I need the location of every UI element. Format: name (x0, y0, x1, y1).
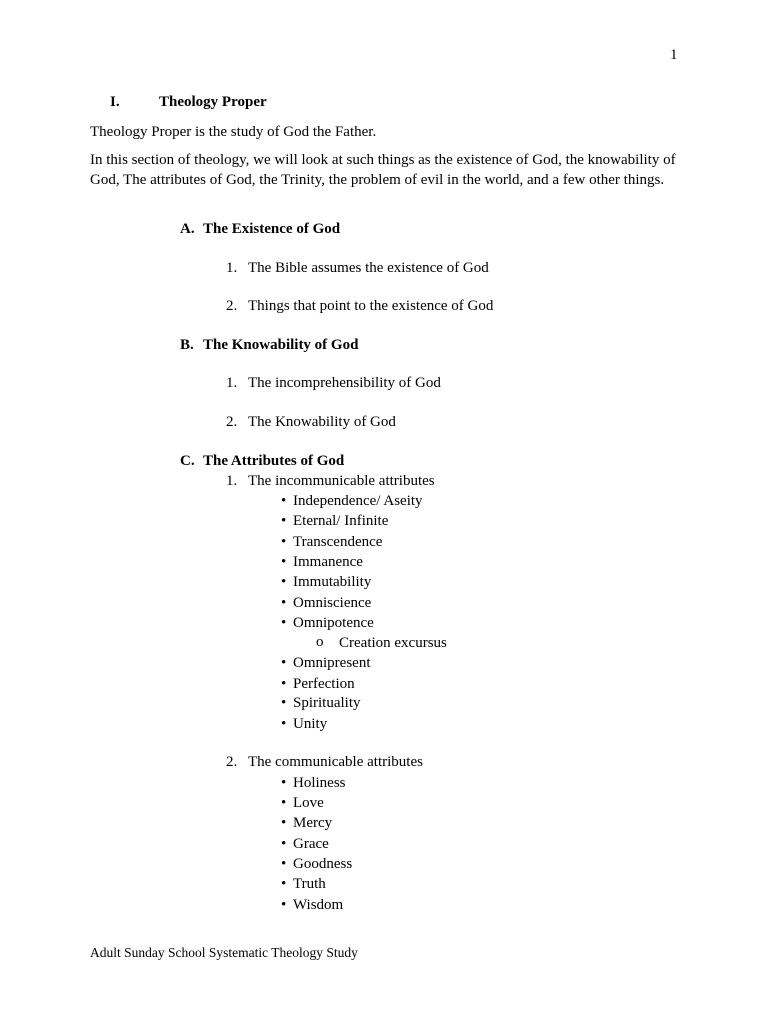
attribute-item: Grace (293, 836, 329, 852)
attribute-item: Perfection (293, 676, 355, 692)
bullet-marker: • (281, 876, 287, 892)
bullet-marker: • (281, 775, 287, 791)
bullet-marker: • (281, 574, 287, 590)
attribute-item: Goodness (293, 856, 353, 872)
bullet-marker: • (281, 595, 287, 611)
part-a-item-2-text: Things that point to the existence of God (248, 298, 494, 314)
part-b-title: The Knowability of God (203, 337, 359, 353)
bullet-marker: • (281, 815, 287, 831)
part-c-title: The Attributes of God (203, 453, 345, 469)
page-number: 1 (670, 47, 678, 63)
attribute-item: Love (293, 795, 324, 811)
incommunicable-num: 1. (226, 473, 238, 489)
attribute-item: Omniscience (293, 595, 372, 611)
attribute-item: Spirituality (293, 695, 361, 711)
page-footer: Adult Sunday School Systematic Theology Study (90, 945, 358, 960)
communicable-num: 2. (226, 754, 238, 770)
attribute-item: Mercy (293, 815, 333, 831)
attribute-item: Eternal/ Infinite (293, 513, 389, 529)
attribute-item: Truth (293, 876, 326, 892)
bullet-marker: • (281, 836, 287, 852)
attribute-item: Immutability (293, 574, 372, 590)
bullet-marker: • (281, 513, 287, 529)
part-b-item-2-text: The Knowability of God (248, 414, 396, 430)
part-a-letter: A. (180, 221, 195, 237)
part-b-item-1-num: 1. (226, 375, 238, 391)
section-title: Theology Proper (159, 94, 267, 110)
part-a-title: The Existence of God (203, 221, 341, 237)
bullet-marker: • (281, 534, 287, 550)
part-c-letter: C. (180, 453, 195, 469)
bullet-marker: • (281, 615, 287, 631)
section-numeral: I. (110, 94, 120, 110)
part-a-item-1-text: The Bible assumes the existence of God (248, 260, 489, 276)
sub-bullet-marker: o (316, 634, 324, 650)
communicable-heading: The communicable attributes (248, 754, 423, 770)
part-b-item-2-num: 2. (226, 414, 238, 430)
bullet-marker: • (281, 795, 287, 811)
attribute-item: Independence/ Aseity (293, 493, 423, 509)
incommunicable-heading: The incommunicable attributes (248, 473, 435, 489)
bullet-marker: • (281, 655, 287, 671)
attribute-item: Unity (293, 716, 328, 732)
bullet-marker: • (281, 493, 287, 509)
bullet-marker: • (281, 554, 287, 570)
part-a-item-1-num: 1. (226, 260, 238, 276)
attribute-item: Omnipotence (293, 615, 374, 631)
part-b-letter: B. (180, 337, 194, 353)
attribute-item: Immanence (293, 554, 363, 570)
bullet-marker: • (281, 676, 287, 692)
part-a-item-2-num: 2. (226, 298, 238, 314)
bullet-marker: • (281, 716, 287, 732)
bullet-marker: • (281, 856, 287, 872)
bullet-marker: • (281, 695, 287, 711)
attribute-item: Holiness (293, 775, 346, 791)
section-intro: In this section of theology, we will look at such things as the existence of God, the knowability of God, The attributes of God, the Trinity, the problem of evil in the world, and a few other things. (90, 152, 676, 188)
part-b-item-1-text: The incomprehensibility of God (248, 375, 441, 391)
section-definition: Theology Proper is the study of God the Father. (90, 124, 377, 140)
attribute-item: Omnipresent (293, 655, 371, 671)
bullet-marker: • (281, 897, 287, 913)
sub-attribute-item: Creation excursus (339, 635, 447, 651)
attribute-item: Transcendence (293, 534, 383, 550)
attribute-item: Wisdom (293, 897, 344, 913)
